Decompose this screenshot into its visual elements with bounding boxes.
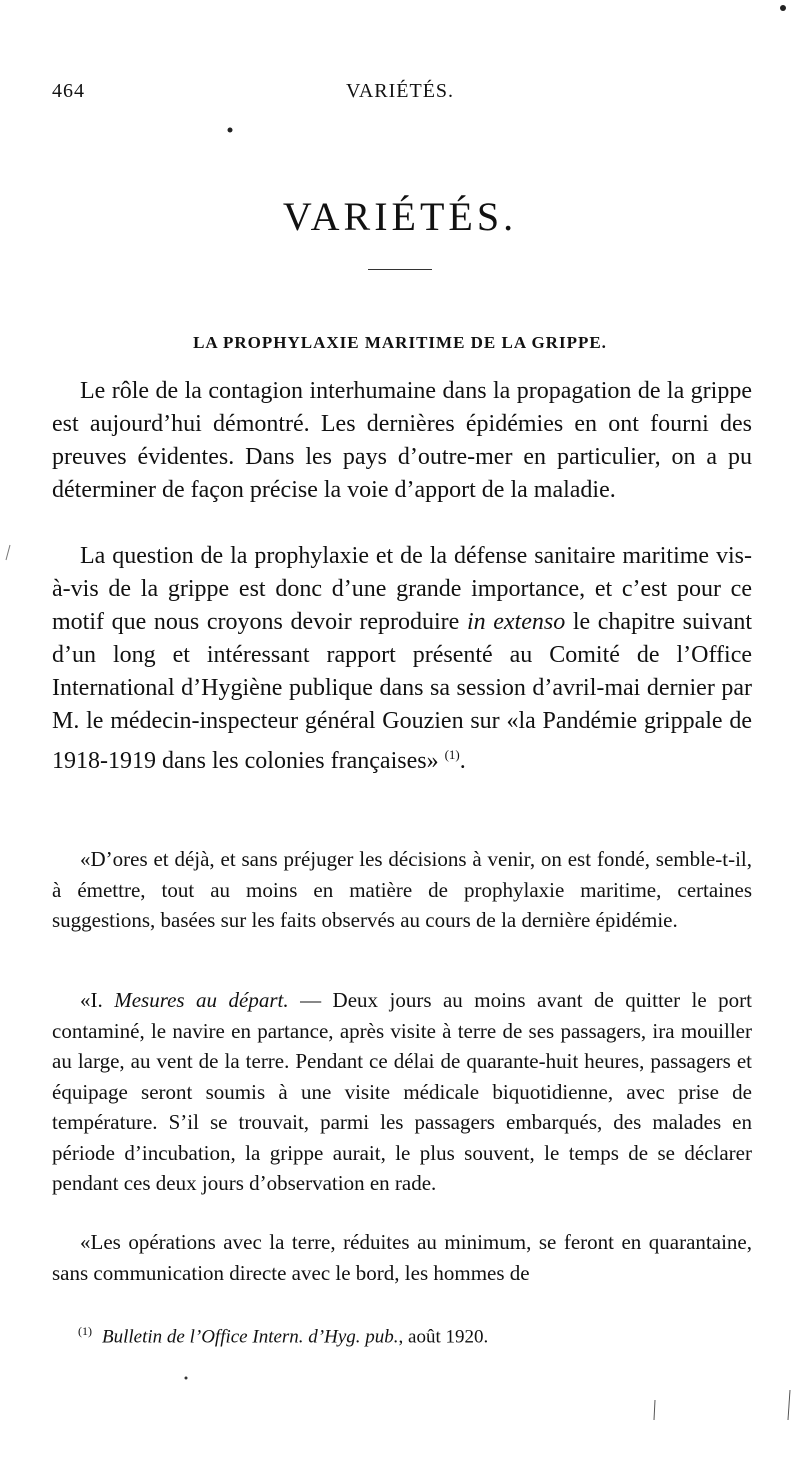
paragraph-text: Le rôle de la contagion interhumaine dans la propagation de la grippe est aujourd’hui démontré. Les dernières épidémies en ont fourni des preuves évidentes. Dans les pays d’outre-mer en particulier, on a pu déterminer de façon précise la voie d’apport de la maladie. xyxy=(52,378,752,503)
paragraph-text: «Les opérations avec la terre, réduites au minimum, se feront en quarantaine, sans communication directe avec le bord, les hommes de xyxy=(52,1230,752,1285)
footnote-source: Bulletin de l’Office Intern. d’Hyg. pub. xyxy=(102,1326,399,1348)
running-title: VARIÉTÉS. xyxy=(345,80,455,102)
italic-run: Mesures au départ. xyxy=(114,988,289,1012)
text-run: — Deux jours au moins avant de quitter le port contaminé, le navire en partance, après visite à terre de ses passagers, ira mouiller au large, au vent de la terre. Pendant ce délai de quarante-huit heures, passagers et équipage seront soumis à une visite médicale biquotidienne, avec prise de température. S’il se trouvait, parmi les passagers embarqués, des malades en période d’incubation, la grippe aurait, le plus souvent, le temps de se déclarer pendant ces deux jours d’observation en rade. xyxy=(52,988,753,1195)
footnote-ref: (1) xyxy=(444,747,460,762)
section-title: VARIÉTÉS. xyxy=(282,194,518,239)
text-run: . xyxy=(459,748,466,774)
footnote-rest: , août 1920. xyxy=(398,1326,489,1348)
text-run: le chapitre suivant d’un long et intéressant rapport présenté au Comité de l’Office International d’Hygiène publique dans sa session d’avril-mai dernier par M. le médecin-inspecteur général Gouzien sur «la Pandémie grippale de 1918-1919 dans les colonies françaises» xyxy=(52,609,753,774)
text-run: «I. xyxy=(80,988,115,1012)
italic-run: in extenso xyxy=(466,609,566,635)
article-title: LA PROPHYLAXIE MARITIME DE LA GRIPPE. xyxy=(193,333,607,352)
footnote-mark: (1) xyxy=(78,1324,92,1338)
text-run: La question de la prophylaxie et de la défense sanitaire maritime vis-à-vis de la grippe est donc d’une grande importance, et c’est pour ce motif que nous croyons devoir reproduire xyxy=(52,543,752,635)
paragraph-text: «D’ores et déjà, et sans préjuger les décisions à venir, on est fondé, semble-t-il, à émettre, tout au moins en matière de prophylaxie maritime, certaines suggestions, basées sur les faits observés au cours de la dernière épidémie. xyxy=(52,847,752,932)
page-number: 464 xyxy=(52,80,85,102)
